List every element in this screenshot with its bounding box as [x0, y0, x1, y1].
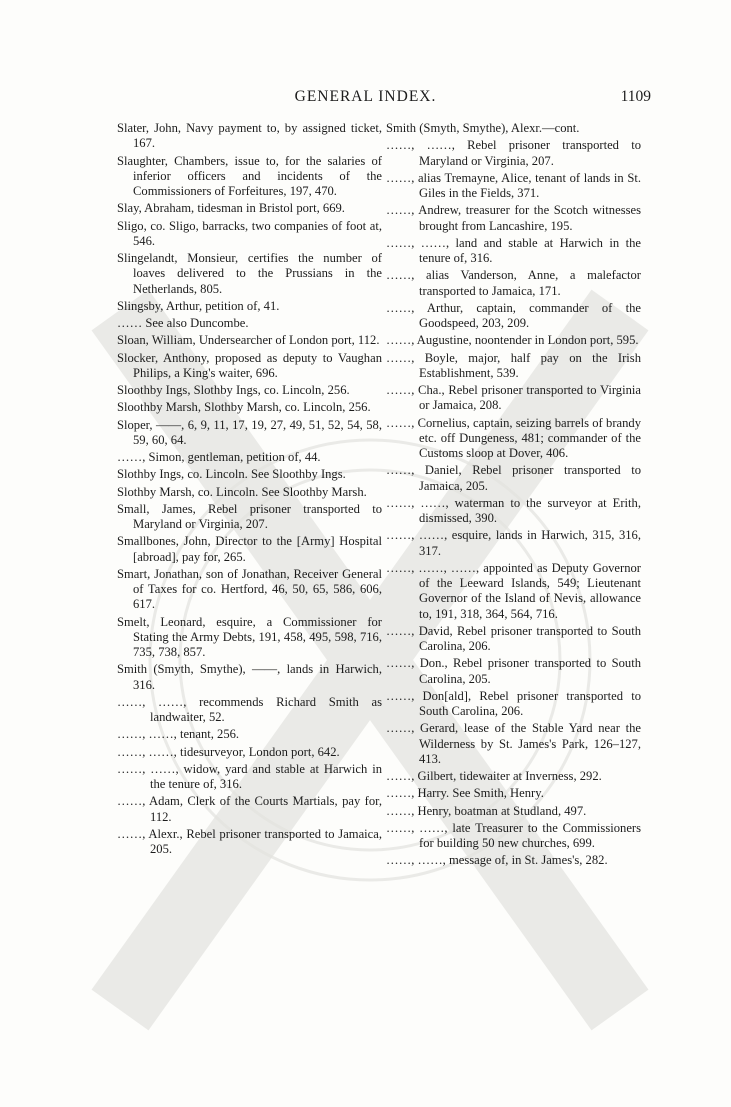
index-entry: Slingsby, Arthur, petition of, 41. [117, 298, 280, 313]
index-entry: Slater, John, Navy payment to, by assigned ticket, 167. [117, 121, 382, 151]
index-entry: Sloan, William, Undersearcher of London port, 112. [117, 333, 380, 348]
index-entry: Smart, Jonathan, son of Jonathan, Receiver General of Taxes for co. Hertford, 46, 50, 65, 586, 606, 617. [117, 566, 382, 612]
index-entry: ……, Arthur, captain, commander of the Goodspeed, 203, 209. [386, 300, 641, 330]
continued-heading: Smith (Smyth, Smythe), Alexr.—cont. [386, 121, 580, 135]
index-entry: Smallbones, John, Director to the [Army] Hospital [abroad], pay for, 265. [117, 534, 382, 564]
index-entry: ……, Gilbert, tidewaiter at Inverness, 292. [386, 769, 602, 783]
index-entry: Slay, Abraham, tidesman in Bristol port, 669. [117, 201, 345, 216]
left-column [117, 121, 382, 859]
right-column [386, 121, 641, 871]
index-entry: ……, Henry, boatman at Studland, 497. [386, 803, 587, 818]
index-entry: Slothby Marsh, co. Lincoln. See Sloothby Marsh. [117, 484, 367, 499]
index-entry: Sloothby Marsh, Slothby Marsh, co. Lincoln, 256. [117, 400, 371, 415]
index-entry: Smelt, Leonard, esquire, a Commissioner for Stating the Army Debts, 191, 458, 495, 598, 716, 735, 738, 857. [117, 614, 382, 659]
index-entry: ……, Alexr., Rebel prisoner transported to Jamaica, 205. [117, 826, 382, 856]
index-entry: Sloothby Ings, Slothby Ings, co. Lincoln, 256. [117, 383, 350, 397]
index-entry: ……, Cha., Rebel prisoner transported to Virginia or Jamaica, 208. [386, 383, 641, 413]
index-entry: ……, David, Rebel prisoner transported to South Carolina, 206. [386, 623, 641, 653]
index-entry: ……, ……, land and stable at Harwich in the tenure of, 316. [386, 235, 641, 265]
index-entry: ……, Don., Rebel prisoner transported to South Carolina, 205. [386, 656, 641, 686]
index-entry: ……, ……, late Treasurer to the Commissioners for building 50 new churches, 699. [386, 820, 641, 850]
page-number: 1109 [620, 88, 651, 105]
index-entry: ……, ……, widow, yard and stable at Harwich in the tenure of, 316. [117, 761, 382, 791]
index-entry: ……, ……, recommends Richard Smith as landwaiter, 52. [117, 694, 382, 724]
index-entry: ……, Gerard, lease of the Stable Yard near the Wilderness by St. James's Park, 126–127, 413. [386, 721, 641, 766]
page-header [0, 88, 731, 110]
index-entry: ……, Cornelius, captain, seizing barrels of brandy etc. off Dungeness, 481; commander of the Customs sloop at Dover, 406. [386, 415, 641, 460]
index-entry: ……, ……, Rebel prisoner transported to Maryland or Virginia, 207. [386, 138, 641, 168]
index-entry: ……, ……, esquire, lands in Harwich, 315, 316, 317. [386, 528, 641, 558]
index-entry: ……, alias Vanderson, Anne, a malefactor transported to Jamaica, 171. [386, 268, 641, 298]
index-entry: Slaughter, Chambers, issue to, for the salaries of inferior officers and incidents of the Commissioners of Forfeitures, 197, 470. [117, 153, 382, 198]
index-entry: ……, Adam, Clerk of the Courts Martials, pay for, 112. [117, 794, 382, 824]
running-title: GENERAL INDEX. [294, 88, 437, 105]
index-entry: ……, Simon, gentleman, petition of, 44. [117, 450, 321, 464]
index-entry: Sligo, co. Sligo, barracks, two companies of foot at, 546. [117, 218, 382, 248]
index-entry: ……, Harry. See Smith, Henry. [386, 786, 544, 801]
index-entry: ……, Daniel, Rebel prisoner transported to Jamaica, 205. [386, 463, 641, 493]
index-entry: …… See also Duncombe. [117, 316, 249, 330]
index-entry: ……, ……, tenant, 256. [117, 727, 240, 742]
index-entry: ……, Don[ald], Rebel prisoner transported to South Carolina, 206. [386, 688, 641, 718]
index-entry: Smith (Smyth, Smythe), ——, lands in Harwich, 316. [117, 662, 382, 692]
index-entry: ……, ……, tidesurveyor, London port, 642. [117, 744, 340, 759]
index-entry: Slothby Ings, co. Lincoln. See Sloothby Ings. [117, 467, 346, 482]
index-entry: ……, Boyle, major, half pay on the Irish Establishment, 539. [386, 350, 641, 380]
index-entry: ……, ……, ……, appointed as Deputy Governor of the Leeward Islands, 549; Lieutenant Governor of the Island of Nevis, allowance to, 191, 318, 364, 564, 716. [386, 560, 641, 621]
index-entry: Small, James, Rebel prisoner transported to Maryland or Virginia, 207. [117, 501, 382, 531]
index-entry: ……, Augustine, noontender in London port, 595. [386, 333, 639, 348]
index-entry: Sloper, ——, 6, 9, 11, 17, 19, 27, 49, 51, 52, 54, 58, 59, 60, 64. [117, 417, 382, 447]
index-entry: ……, ……, waterman to the surveyor at Erith, dismissed, 390. [386, 495, 641, 525]
index-entry: ……, alias Tremayne, Alice, tenant of lands in St. Giles in the Fields, 371. [386, 170, 641, 200]
index-entry: ……, Andrew, treasurer for the Scotch witnesses brought from Lancashire, 195. [386, 203, 641, 233]
index-entry: Slingelandt, Monsieur, certifies the number of loaves delivered to the Prussians in the Netherlands, 805. [117, 251, 382, 296]
index-entry: ……, ……, message of, in St. James's, 282. [386, 853, 608, 868]
index-entry: Slocker, Anthony, proposed as deputy to Vaughan Philips, a King's waiter, 696. [117, 350, 382, 380]
